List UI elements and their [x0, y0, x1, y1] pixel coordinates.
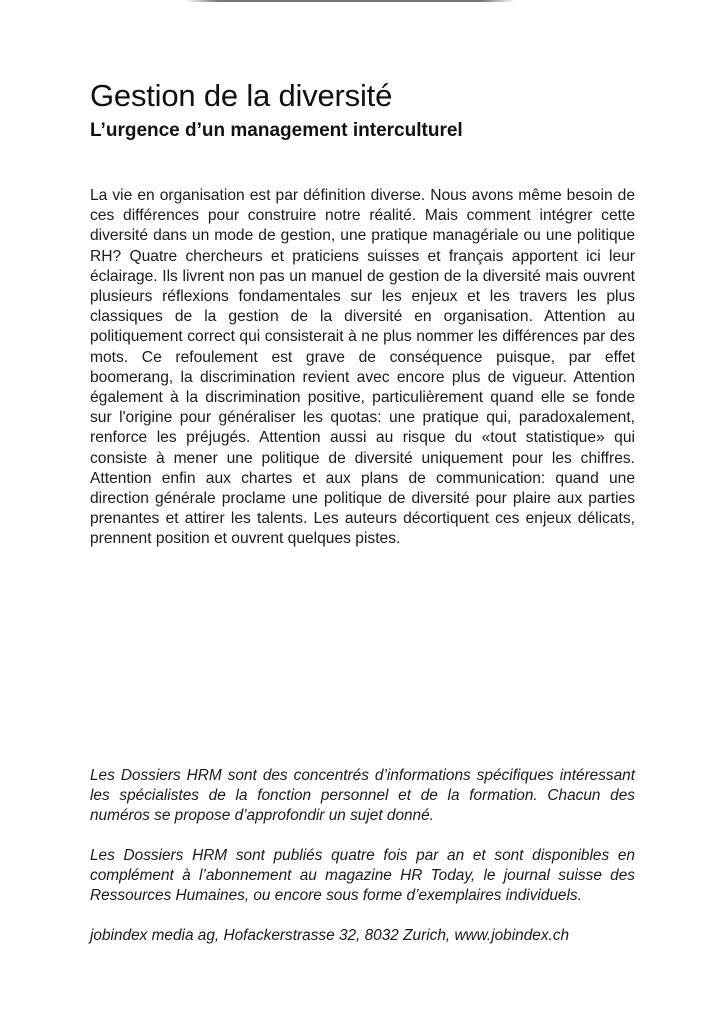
page-title: Gestion de la diversité [90, 78, 393, 113]
body-paragraph: La vie en organisation est par définition diverse. Nous avons même besoin de ces différences pour construire notre réalité. Mais comment intégrer cette diversité dans un mode de gestion, une pratique managériale ou une politique RH? Quatre chercheurs et praticiens suisses et français apportent ici leur éclairage. Ils livrent non pas un manuel de gestion de la diversité mais ouvrent plusieurs réflexions fondamentales sur les enjeux et les travers les plus classiques de la gestion de la diversité en organisation. Attention au politiquement correct qui consisterait à ne plus nommer les différences par des mots. Ce refoulement est grave de conséquence puisque, par effet boomerang, la discrimination revient avec encore plus de vigueur. Attention également à la discrimination positive, particulièrement quand elle se fonde sur l'origine pour généraliser les quotas: une pratique qui, paradoxalement, renforce les préjugés. Attention aussi au risque du «tout statistique» qui consiste à mener une politique de diversité uniquement pour les chiffres. Attention enfin aux chartes et aux plans de communication: quand une direction générale proclame une politique de diversité pour plaire aux parties prenantes et attirer les talents. Les auteurs décortiquent ces enjeux délicats, prennent position et ouvrent quelques pistes. [90, 187, 635, 548]
footer-description: Les Dossiers HRM sont des concentrés d’informations spécifiques intéressant les spécialistes de la fonction personnel et de la formation. Chacun des numéros se propose d’approfondir un sujet donné. [90, 767, 635, 824]
page-subtitle: L’urgence d’un management interculturel [90, 120, 463, 141]
footer-address: jobindex media ag, Hofackerstrasse 32, 8032 Zurich, www.jobindex.ch [90, 927, 570, 944]
footer-availability: Les Dossiers HRM sont publiés quatre fois par an et sont disponibles en complément à l’abonnement au magazine HR Today, le journal suisse des Ressources Humaines, ou encore sous forme d’exemplaires individuels. [90, 847, 635, 904]
page-footer [90, 766, 635, 946]
page-header [90, 76, 635, 144]
scan-edge-line [185, 0, 515, 2]
